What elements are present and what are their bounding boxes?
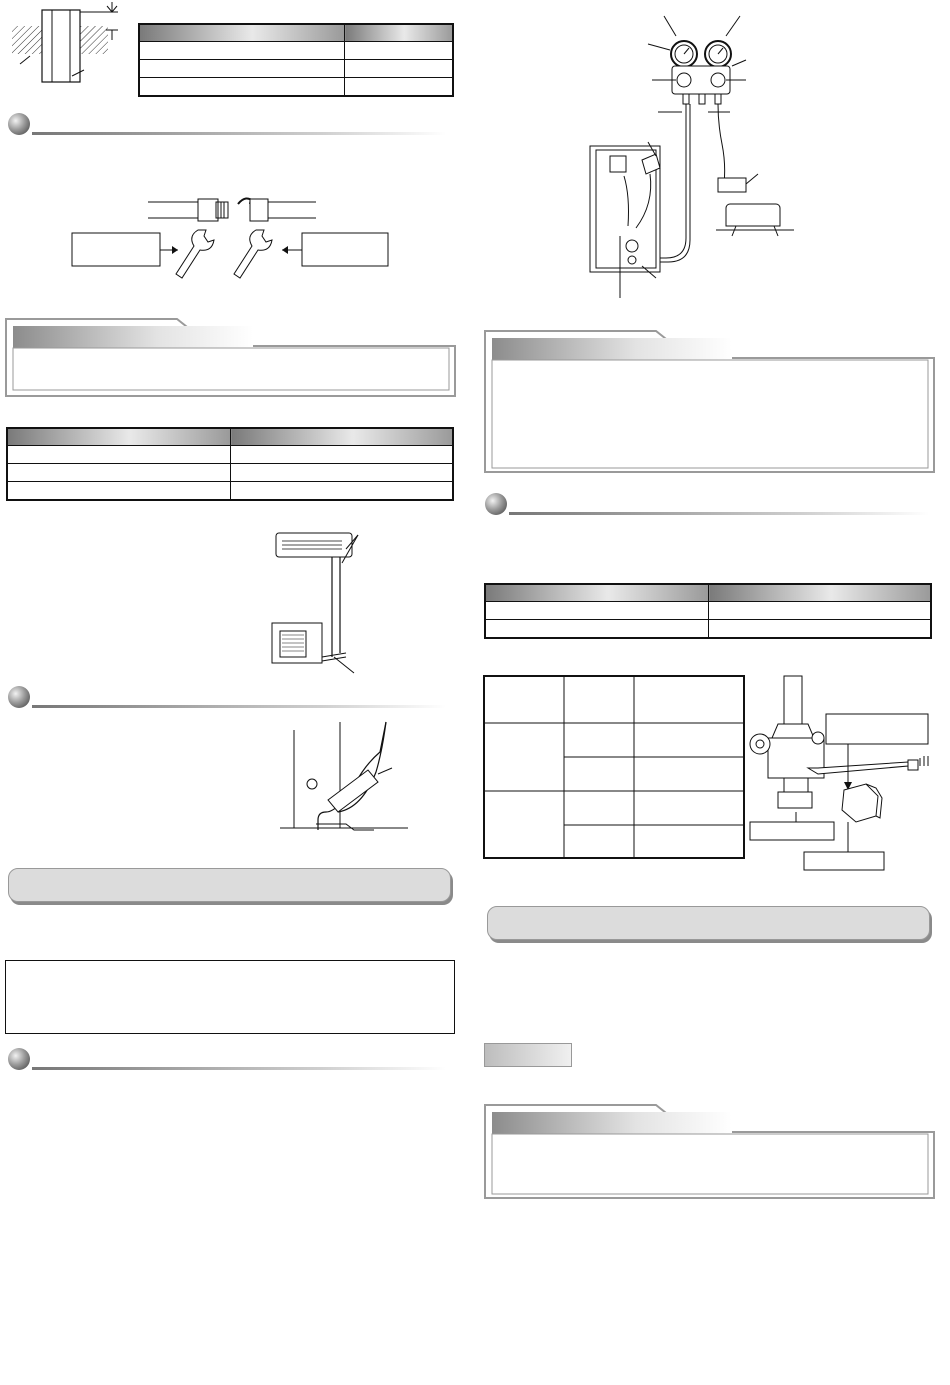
- wrench-figure: [70, 192, 390, 282]
- caution-tab-right: [484, 330, 936, 474]
- service-valve-figure: [748, 672, 938, 872]
- valve-table: [482, 674, 746, 860]
- note-box-left: [5, 960, 455, 1034]
- torque-table-top: [138, 23, 454, 97]
- insulation-figure: [278, 720, 418, 840]
- open-wrench-icon: [176, 230, 214, 278]
- open-wrench-icon: [234, 230, 272, 278]
- pipe-fitting-icon: [198, 199, 228, 221]
- section-bullet-icon: [8, 113, 30, 135]
- section-divider: [32, 1067, 446, 1070]
- caution-tab-right-lower: [484, 1104, 936, 1200]
- section-bullet-icon: [8, 1048, 30, 1070]
- section-divider: [32, 705, 446, 708]
- hex-wrench-icon: [808, 756, 928, 774]
- units-figure: [268, 527, 388, 672]
- heading-bar-right: [487, 906, 930, 940]
- spec-table-left: [6, 427, 454, 501]
- section-bullet-icon: [8, 686, 30, 708]
- pipe-bend-icon: [318, 722, 386, 830]
- pipe-section-figure: [8, 0, 128, 100]
- caution-tab-left: [5, 318, 457, 398]
- pressure-gauge-icon: [705, 41, 731, 67]
- section-divider: [32, 132, 446, 135]
- pressure-gauge-icon: [671, 41, 697, 67]
- indoor-unit-icon: [276, 533, 352, 557]
- heading-bar-left: [8, 868, 451, 902]
- service-valve-icon: [750, 676, 824, 808]
- gray-label-box: [484, 1043, 572, 1067]
- manifold-gauge-figure: [590, 8, 820, 308]
- vacuum-pump-icon: [716, 178, 794, 236]
- valve-cap-icon: [842, 784, 882, 822]
- section-bullet-icon: [485, 493, 507, 515]
- outdoor-unit-icon: [272, 623, 322, 663]
- spec-table-right: [484, 583, 932, 639]
- section-divider: [509, 512, 929, 515]
